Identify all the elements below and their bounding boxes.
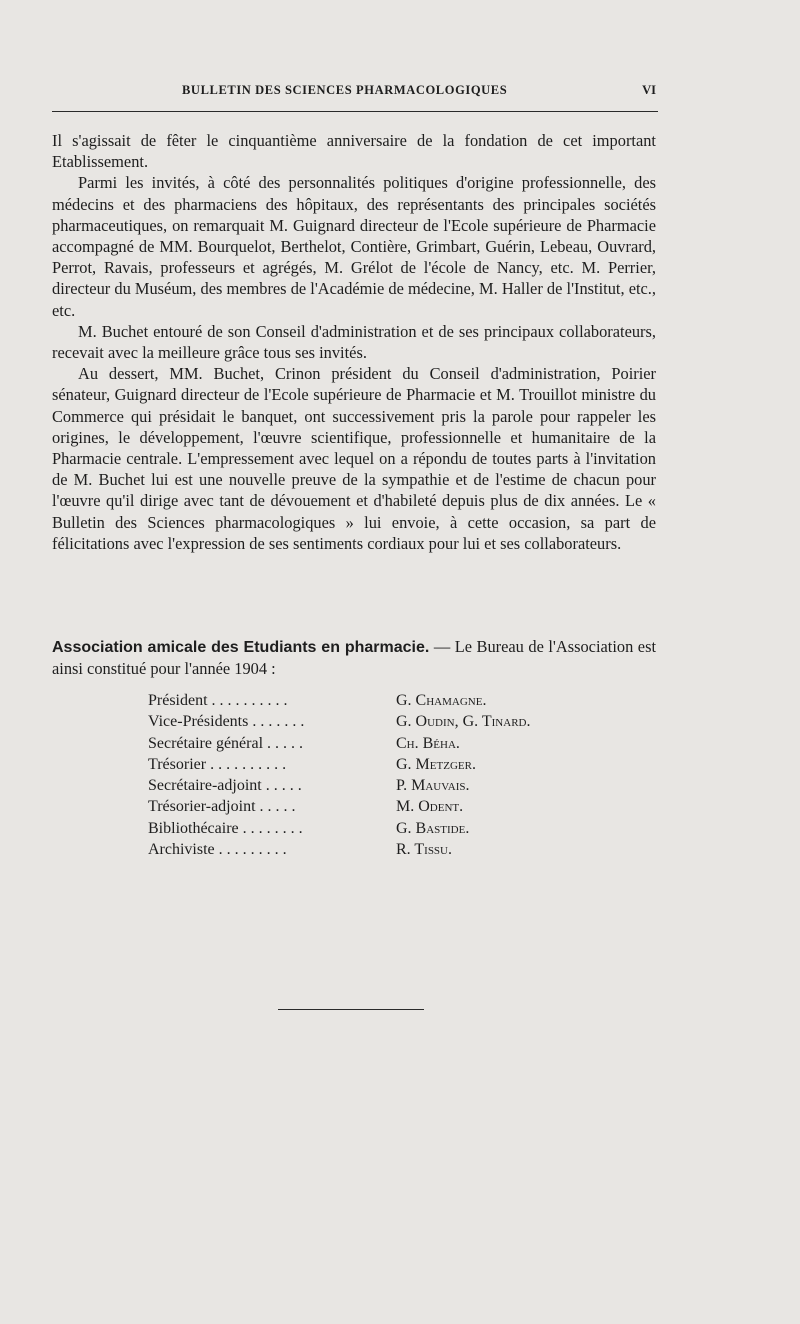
officer-name: G. Chamagne. xyxy=(396,692,487,709)
association-section xyxy=(52,636,656,679)
officer-role: Président . . . . . . . . . . xyxy=(148,692,288,709)
officer-name: P. Mauvais. xyxy=(396,777,470,795)
paragraph: Au dessert, MM. Buchet, Crinon président du Conseil d'administration, Poirier sénateur, Guignard directeur de l'Ecole supérieure de Pharmacie et M. Trouillot ministre du Commerce qui présidait le banquet, ont successivement pris la parole pour rappeler les origines, le développement, l'œuvre scientifique, professionnelle et humanitaire de la Pharmacie centrale. L'empressement avec lequel on a répondu de toutes parts à l'invitation de M. Buchet lui est une nouvelle preuve de la sympathie et de l'estime de chacun pour l'œuvre qu'il dirige avec tant de dévouement et d'habileté depuis plus de dix années. Le « Bulletin des Sciences pharmacologiques » lui envoie, à cette occasion, sa part de félicitations avec l'expression de ses sentiments cordiaux pour lui et ses collaborateurs. xyxy=(52,364,656,553)
officer-row xyxy=(148,775,588,796)
officer-role: Trésorier . . . . . . . . . . xyxy=(148,755,287,773)
page-number: VI xyxy=(642,83,656,97)
officer-row xyxy=(148,711,588,732)
officer-name: G. Oudin, G. Tinard. xyxy=(396,713,531,731)
officers-list xyxy=(148,690,588,860)
officer-role: Archiviste . . . . . . . . . xyxy=(148,841,287,859)
officer-name: Ch. Béha. xyxy=(396,734,460,752)
article-body xyxy=(52,130,656,554)
journal-title: BULLETIN DES SCIENCES PHARMACOLOGIQUES xyxy=(182,83,508,97)
officer-row xyxy=(148,796,588,817)
officer-row xyxy=(148,754,588,775)
officer-row xyxy=(148,818,588,839)
header-rule xyxy=(52,111,658,112)
officer-role: Bibliothécaire . . . . . . . . xyxy=(148,819,303,837)
paragraph: Il s'agissait de fêter le cinquantième anniversaire de la fondation de cet important Etablissement. xyxy=(52,131,656,172)
officer-row xyxy=(148,733,588,754)
officer-role: Secrétaire général . . . . . xyxy=(148,734,304,752)
paragraph: M. Buchet entouré de son Conseil d'administration et de ses principaux collaborateurs, recevait avec la meilleure grâce tous ses invités. xyxy=(52,321,656,363)
section-end-rule xyxy=(278,1009,424,1010)
officer-row xyxy=(148,690,588,711)
officer-row xyxy=(148,839,588,860)
section-title: Association amicale des Etudiants en pharmacie. xyxy=(52,639,430,656)
officer-name: G. Metzger. xyxy=(396,755,476,773)
officer-role: Trésorier-adjoint . . . . . xyxy=(148,798,296,816)
officer-name: R. Tissu. xyxy=(396,841,452,859)
officer-name: M. Odent. xyxy=(396,798,464,816)
running-header xyxy=(52,80,656,104)
paragraph: Parmi les invités, à côté des personnalités politiques d'origine professionnelle, des médecins et des pharmaciens des hôpitaux, des représentants des principales sociétés pharmaceutiques, on remarquait M. Guignard directeur de l'Ecole supérieure de Pharmacie accompagné de MM. Bourquelot, Berthelot, Contière, Grimbart, Guérin, Lebeau, Ouvrard, Perrot, Ravais, professeurs et agrégés, M. Grélot de l'école de Nancy, etc. M. Perrier, directeur du Muséum, des membres de l'Académie de médecine, M. Haller de l'Institut, etc., etc. xyxy=(52,173,656,320)
section-intro: — Le Bureau de l'Association est ainsi constitué pour l'année 1904 : xyxy=(52,637,656,679)
officer-role: Vice-Présidents . . . . . . . xyxy=(148,713,305,731)
officer-role: Secrétaire-adjoint . . . . . xyxy=(148,777,302,795)
officer-name: G. Bastide. xyxy=(396,819,470,837)
